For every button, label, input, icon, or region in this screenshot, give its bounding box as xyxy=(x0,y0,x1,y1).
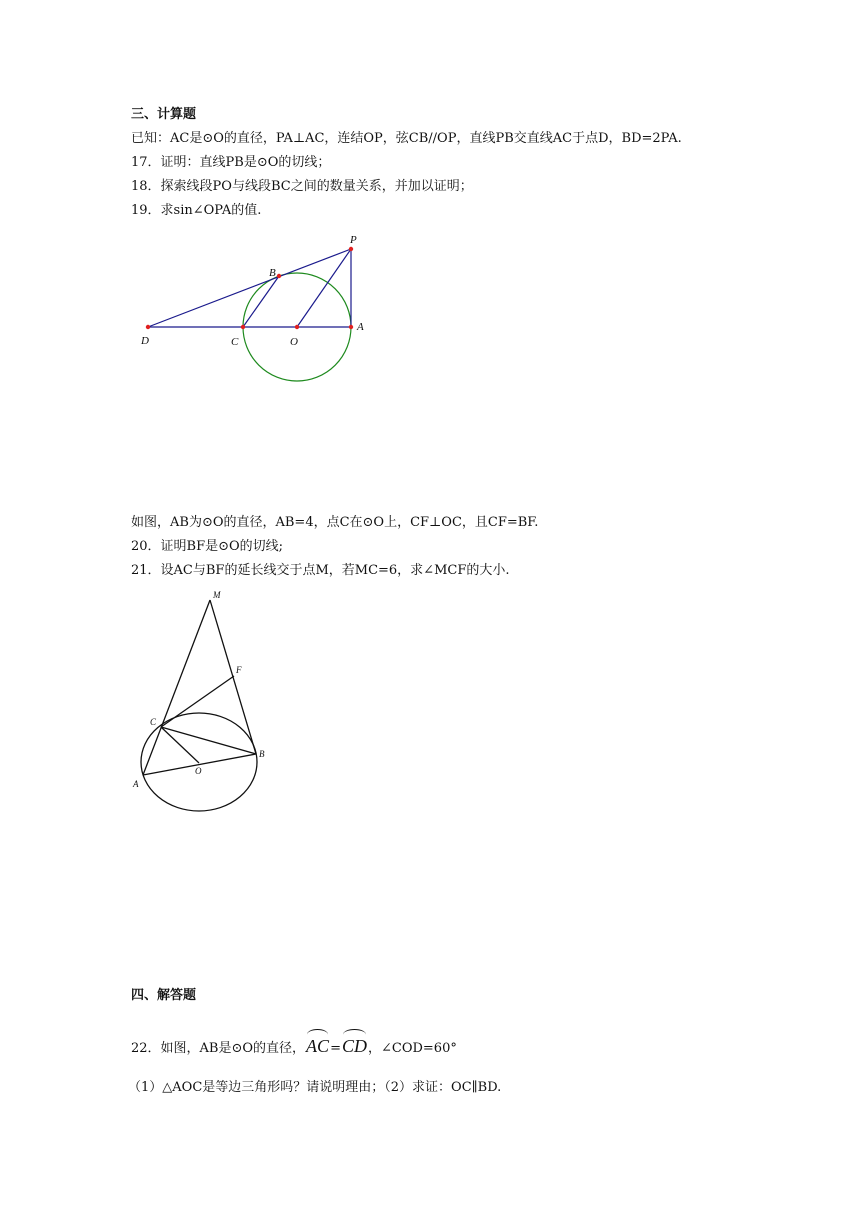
label-o: O xyxy=(290,336,298,348)
label-p: P xyxy=(350,234,357,246)
label-c: C xyxy=(231,336,239,348)
question-22 xyxy=(131,1030,457,1061)
label-o2: O xyxy=(195,766,202,776)
question-20: 20．证明BF是⊙O的切线; xyxy=(131,539,284,554)
question-19: 19．求sin∠OPA的值. xyxy=(131,203,262,218)
line-cf xyxy=(161,676,234,727)
label-b: B xyxy=(269,267,276,279)
label-d: D xyxy=(141,335,149,347)
label-a: A xyxy=(357,321,364,333)
question-17: 17．证明：直线PB是⊙O的切线； xyxy=(131,155,331,170)
label-b2: B xyxy=(259,749,265,759)
line-am xyxy=(143,600,210,775)
arc-equals: = xyxy=(330,1041,341,1056)
arc-ac: AC xyxy=(306,1030,329,1058)
question-21: 21．设AC与BF的延长线交于点M，若MC=6，求∠MCF的大小. xyxy=(131,563,510,578)
problem-given-text: 已知：AC是⊙O的直径，PA⊥AC，连结OP，弦CB//OP，直线PB交直线AC于点D，BD=2PA. xyxy=(131,131,682,146)
question-22-parts: （1）△AOC是等边三角形吗？请说明理由；（2）求证：OC∥BD. xyxy=(128,1080,502,1095)
circle-o2 xyxy=(141,713,257,811)
problem2-given-text: 如图，AB为⊙O的直径，AB=4，点C在⊙O上，CF⊥OC，且CF=BF. xyxy=(131,515,539,530)
question-22-suffix: ，∠COD=60° xyxy=(367,1041,457,1056)
section-heading-solution: 四、解答题 xyxy=(131,988,197,1003)
label-a2: A xyxy=(133,779,139,789)
arc-cd: CD xyxy=(342,1030,367,1058)
label-c2: C xyxy=(150,717,157,727)
question-22-prefix: 22．如图，AB是⊙O的直径， xyxy=(131,1041,306,1056)
section-heading-calculation: 三、计算题 xyxy=(131,107,197,122)
label-m: M xyxy=(213,590,221,600)
question-18: 18．探索线段PO与线段BC之间的数量关系，并加以证明； xyxy=(131,179,473,194)
label-f: F xyxy=(236,665,242,675)
